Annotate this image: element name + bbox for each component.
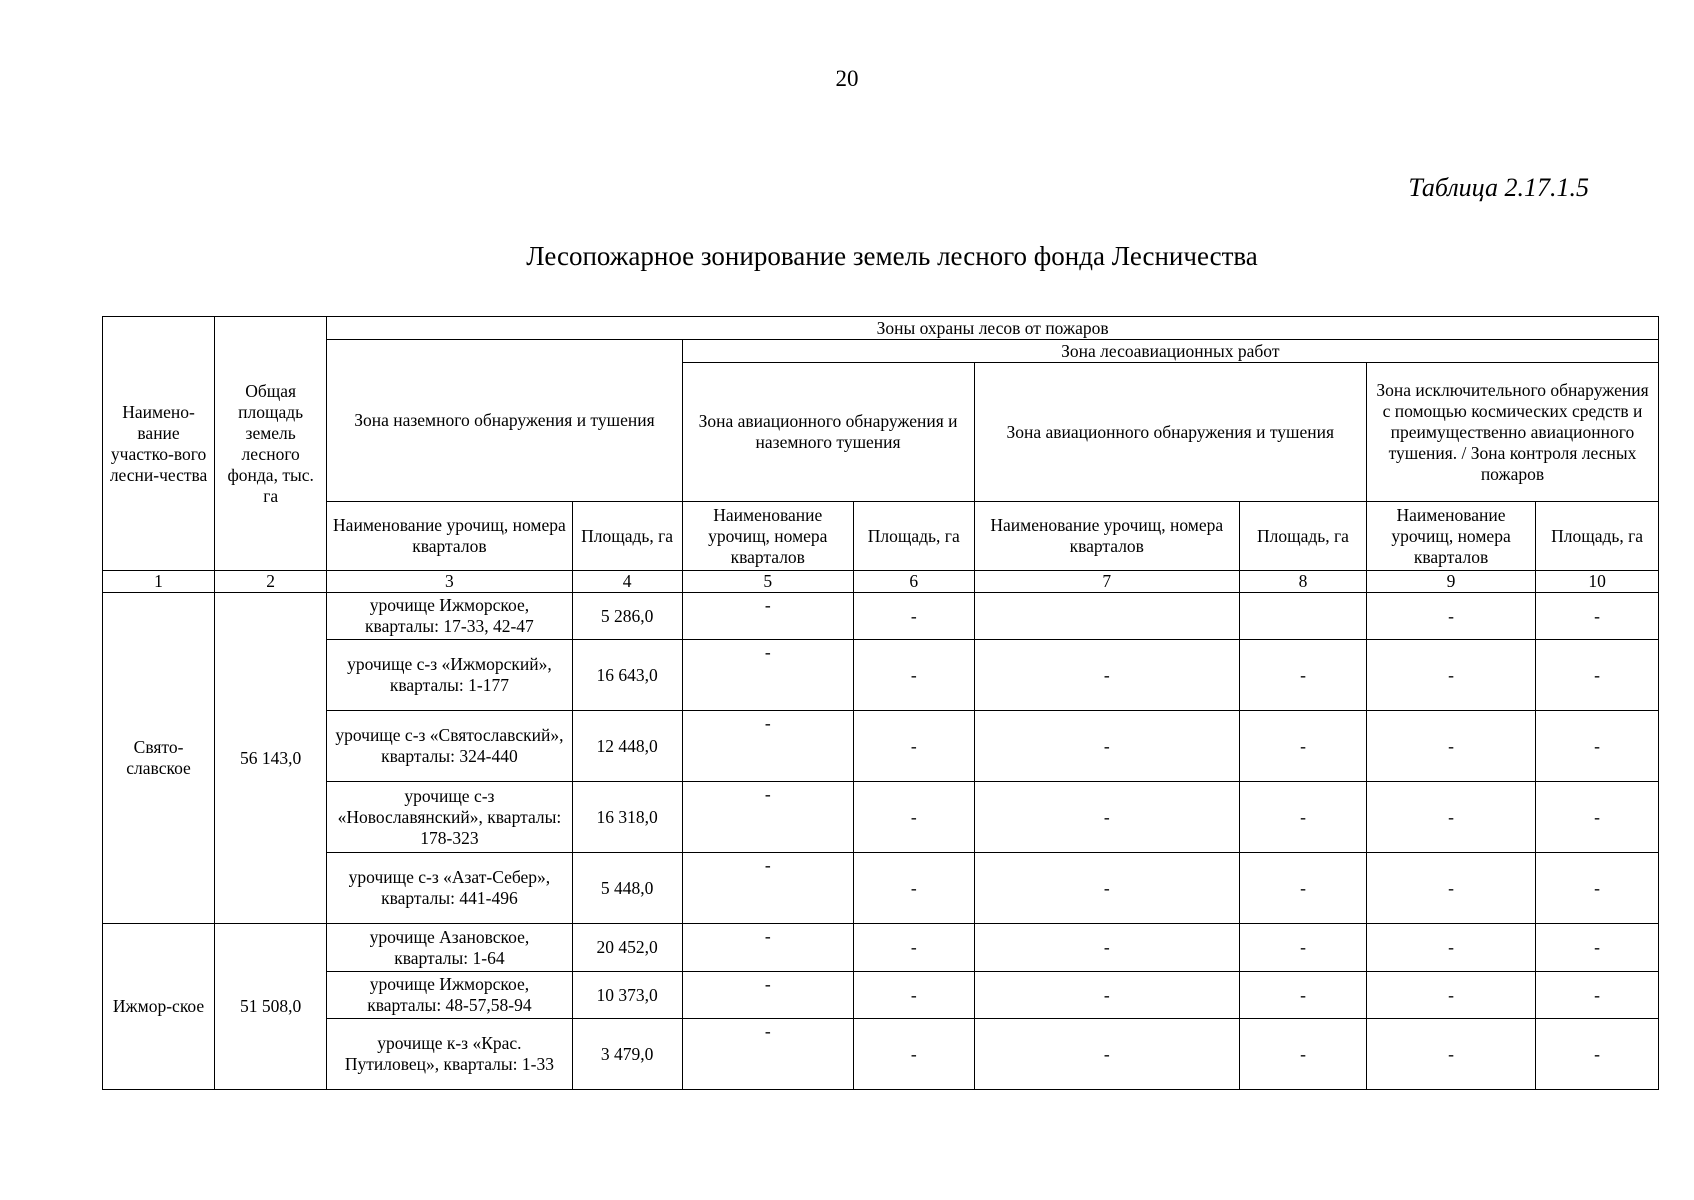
cell-value: -	[974, 640, 1239, 711]
tract-area: 5 448,0	[572, 853, 682, 924]
cell-value: -	[1536, 1019, 1659, 1090]
subheader-area: Площадь, га	[1536, 502, 1659, 571]
table-row	[103, 640, 1659, 711]
cell-value: -	[1536, 853, 1659, 924]
cell-value: -	[853, 593, 974, 640]
forestry-total-area: 56 143,0	[215, 593, 327, 924]
header-zone-space: Зона исключительного обнаружения с помощью космических средств и преимущественно авиационного тушения. / Зона контроля лесных пожаров	[1366, 363, 1658, 502]
cell-value: -	[1366, 640, 1535, 711]
table-row	[103, 593, 1659, 640]
table-row	[103, 924, 1659, 972]
cell-value: -	[682, 640, 853, 711]
cell-value: -	[974, 711, 1239, 782]
column-number: 8	[1240, 571, 1367, 593]
cell-value: -	[1240, 711, 1367, 782]
cell-value: -	[1536, 593, 1659, 640]
cell-value: -	[1366, 853, 1535, 924]
table-row	[103, 711, 1659, 782]
cell-value: -	[682, 593, 853, 640]
cell-value: -	[1366, 924, 1535, 972]
cell-value: -	[1240, 640, 1367, 711]
cell-value	[974, 593, 1239, 640]
column-number: 10	[1536, 571, 1659, 593]
cell-value: -	[853, 782, 974, 853]
tract-name: урочище с-з «Святославский», кварталы: 324-440	[327, 711, 572, 782]
cell-value: -	[1240, 853, 1367, 924]
page-number: 20	[835, 66, 859, 91]
tract-area: 16 318,0	[572, 782, 682, 853]
tract-area: 12 448,0	[572, 711, 682, 782]
subheader-area: Площадь, га	[853, 502, 974, 571]
cell-value: -	[1366, 972, 1535, 1019]
cell-value: -	[1536, 711, 1659, 782]
tract-name: урочище Азановское, кварталы: 1-64	[327, 924, 572, 972]
cell-value: -	[1536, 924, 1659, 972]
column-number: 2	[215, 571, 327, 593]
cell-value: -	[974, 853, 1239, 924]
column-number: 9	[1366, 571, 1535, 593]
cell-value: -	[682, 853, 853, 924]
cell-value: -	[974, 782, 1239, 853]
cell-value: -	[853, 853, 974, 924]
cell-value: -	[853, 1019, 974, 1090]
cell-value: -	[1240, 972, 1367, 1019]
subheader-name: Наименование урочищ, номера кварталов	[1366, 502, 1535, 571]
cell-value: -	[974, 924, 1239, 972]
table-header	[103, 317, 1659, 593]
header-zone-aviation-ground: Зона авиационного обнаружения и наземного тушения	[682, 363, 974, 502]
column-number: 3	[327, 571, 572, 593]
cell-value: -	[1366, 593, 1535, 640]
tract-area: 20 452,0	[572, 924, 682, 972]
tract-area: 5 286,0	[572, 593, 682, 640]
tract-name: урочище с-з «Азат-Себер», кварталы: 441-496	[327, 853, 572, 924]
header-total-area: Общая площадь земель лесного фонда, тыс. га	[215, 317, 327, 571]
table-row	[103, 853, 1659, 924]
fire-zoning-table	[102, 316, 1659, 1090]
tract-area: 16 643,0	[572, 640, 682, 711]
subheader-name: Наименование урочищ, номера кварталов	[327, 502, 572, 571]
subheader-name: Наименование урочищ, номера кварталов	[682, 502, 853, 571]
cell-value: -	[1240, 782, 1367, 853]
cell-value	[1240, 593, 1367, 640]
cell-value: -	[1366, 782, 1535, 853]
cell-value: -	[1240, 1019, 1367, 1090]
cell-value: -	[853, 972, 974, 1019]
cell-value: -	[853, 711, 974, 782]
tract-name: урочище с-з «Ижморский», кварталы: 1-177	[327, 640, 572, 711]
forestry-name: Ижмор-ское	[103, 924, 215, 1090]
tract-name: урочище Ижморское, кварталы: 48-57,58-94	[327, 972, 572, 1019]
cell-value: -	[682, 782, 853, 853]
cell-value: -	[1536, 782, 1659, 853]
header-zone-ground: Зона наземного обнаружения и тушения	[327, 340, 682, 502]
cell-value: -	[1536, 640, 1659, 711]
column-number: 6	[853, 571, 974, 593]
table-body	[103, 593, 1659, 1090]
header-forestry-name: Наимено-вание участко-вого лесни-чества	[103, 317, 215, 571]
cell-value: -	[1366, 1019, 1535, 1090]
cell-value: -	[682, 711, 853, 782]
table-row	[103, 1019, 1659, 1090]
column-numbers-row	[103, 571, 1659, 593]
cell-value: -	[853, 924, 974, 972]
cell-value: -	[1240, 924, 1367, 972]
tract-area: 3 479,0	[572, 1019, 682, 1090]
subheader-name: Наименование урочищ, номера кварталов	[974, 502, 1239, 571]
column-number: 7	[974, 571, 1239, 593]
forestry-total-area: 51 508,0	[215, 924, 327, 1090]
cell-value: -	[974, 1019, 1239, 1090]
cell-value: -	[682, 924, 853, 972]
header-zones-group: Зоны охраны лесов от пожаров	[327, 317, 1659, 340]
document-title-text: Лесопожарное зонирование земель лесного фонда Лесничества	[526, 241, 1258, 271]
subheader-area: Площадь, га	[1240, 502, 1367, 571]
tract-name: урочище Ижморское, кварталы: 17-33, 42-47	[327, 593, 572, 640]
tract-name: урочище к-з «Крас. Путиловец», кварталы: 1-33	[327, 1019, 572, 1090]
column-number: 1	[103, 571, 215, 593]
table-label: Таблица 2.17.1.5	[1408, 173, 1589, 202]
cell-value: -	[682, 1019, 853, 1090]
document-title	[0, 241, 1694, 272]
table-row	[103, 782, 1659, 853]
cell-value: -	[682, 972, 853, 1019]
table-row	[103, 972, 1659, 1019]
tract-name: урочище с-з «Новославянский», кварталы: 178-323	[327, 782, 572, 853]
header-zone-aviation: Зона авиационного обнаружения и тушения	[974, 363, 1366, 502]
column-number: 4	[572, 571, 682, 593]
cell-value: -	[853, 640, 974, 711]
subheader-area: Площадь, га	[572, 502, 682, 571]
tract-area: 10 373,0	[572, 972, 682, 1019]
cell-value: -	[1536, 972, 1659, 1019]
cell-value: -	[974, 972, 1239, 1019]
cell-value: -	[1366, 711, 1535, 782]
column-number: 5	[682, 571, 853, 593]
forestry-name: Свято-славское	[103, 593, 215, 924]
header-aviation-group: Зона лесоавиационных работ	[682, 340, 1658, 363]
